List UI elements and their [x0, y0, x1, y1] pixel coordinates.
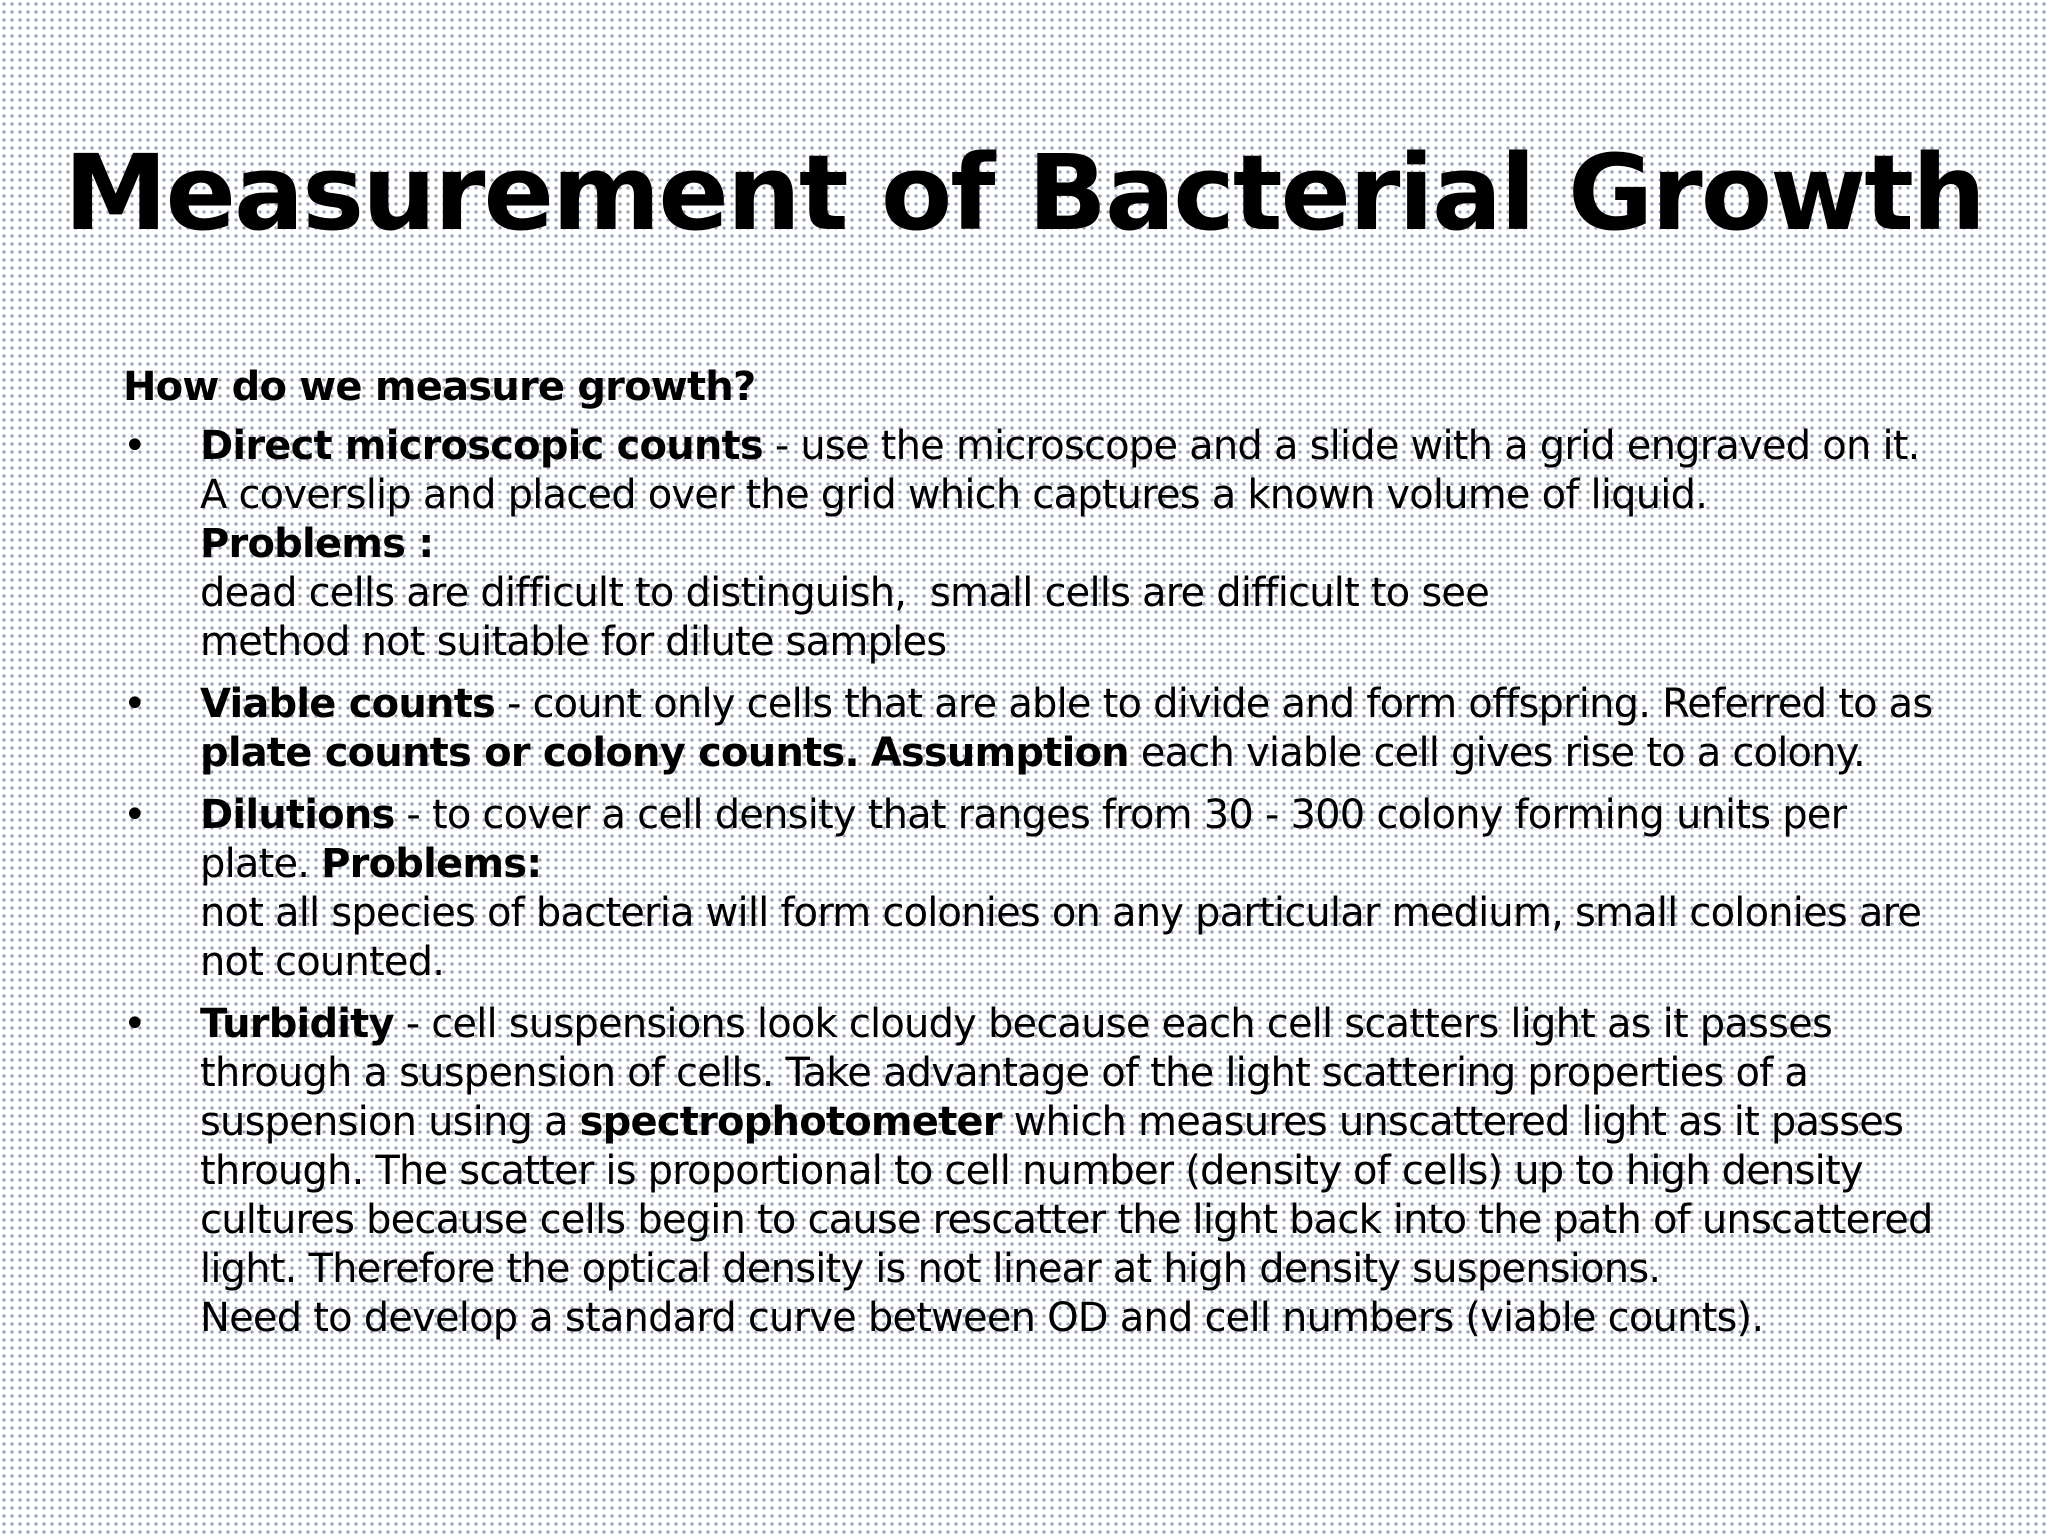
bullet-dot: • [123, 681, 146, 727]
bullet-description: - count only cells that are able to divide and form offspring. Referred to as [495, 681, 1933, 727]
bullet-term: Direct microscopic counts [200, 423, 763, 469]
slide-title: Measurement of Bacterial Growth [64, 132, 1984, 254]
intro-question: How do we measure growth? [123, 364, 756, 410]
problem-line: not all species of bacteria will form colonies on any particular medium, small colonies are not counted. [200, 890, 1922, 985]
slide-body [123, 363, 1953, 1356]
bullet-main-text [200, 1000, 1953, 1294]
bullet-extra-line: Need to develop a standard curve between OD and cell numbers (viable counts). [200, 1295, 1764, 1341]
bullet-dilutions [123, 791, 1953, 987]
bullet-direct-microscopic-counts [123, 422, 1953, 667]
bullet-term: Turbidity [200, 1001, 394, 1047]
bullet-description [859, 730, 871, 776]
bullet-main-text [200, 791, 1953, 889]
bullet-description: - use the microscope and a slide with a grid engraved on it. A coverslip and placed over the grid which captures a known volume of liquid. [200, 423, 1920, 518]
bullet-dot: • [123, 423, 146, 469]
bullet-description: - to cover a cell density that ranges from 30 - 300 colony forming units per plate. [200, 792, 1847, 887]
problem-line: dead cells are difficult to distinguish, small cells are difficult to see [200, 570, 1490, 616]
bullet-dot: • [123, 792, 146, 838]
problems-label: Problems: [321, 841, 542, 887]
bullet-main-text [200, 680, 1953, 778]
bullet-description: each viable cell gives rise to a colony. [1128, 730, 1865, 776]
bullet-description: which measures unscattered light as it passes through. The scatter is proportional to cell number (density of cells) up to high density cultures because cells begin to cause rescatter the light back into the path of unscattered light. Therefore the optical density is not linear at high density suspensions. [200, 1099, 1933, 1292]
problems-label: Problems : [200, 521, 434, 567]
bold-phrase: Assumption [870, 730, 1129, 776]
bullet-turbidity [123, 1000, 1953, 1343]
bullet-term: Viable counts [200, 681, 496, 727]
bullet-term: Dilutions [200, 792, 395, 838]
problem-line: method not suitable for dilute samples [200, 619, 947, 665]
bold-phrase: spectrophotometer [579, 1099, 1002, 1145]
bullet-dot: • [123, 1001, 146, 1047]
bullet-main-text [200, 422, 1953, 520]
bold-phrase: plate counts or colony counts. [200, 730, 859, 776]
bullet-viable-counts [123, 680, 1953, 778]
bullet-description: - cell suspensions look cloudy because each cell scatters light as it passes through a suspension of cells. Take advantage of the light scattering properties of a suspension using a [200, 1001, 1832, 1145]
bullet-list [123, 422, 1953, 1343]
